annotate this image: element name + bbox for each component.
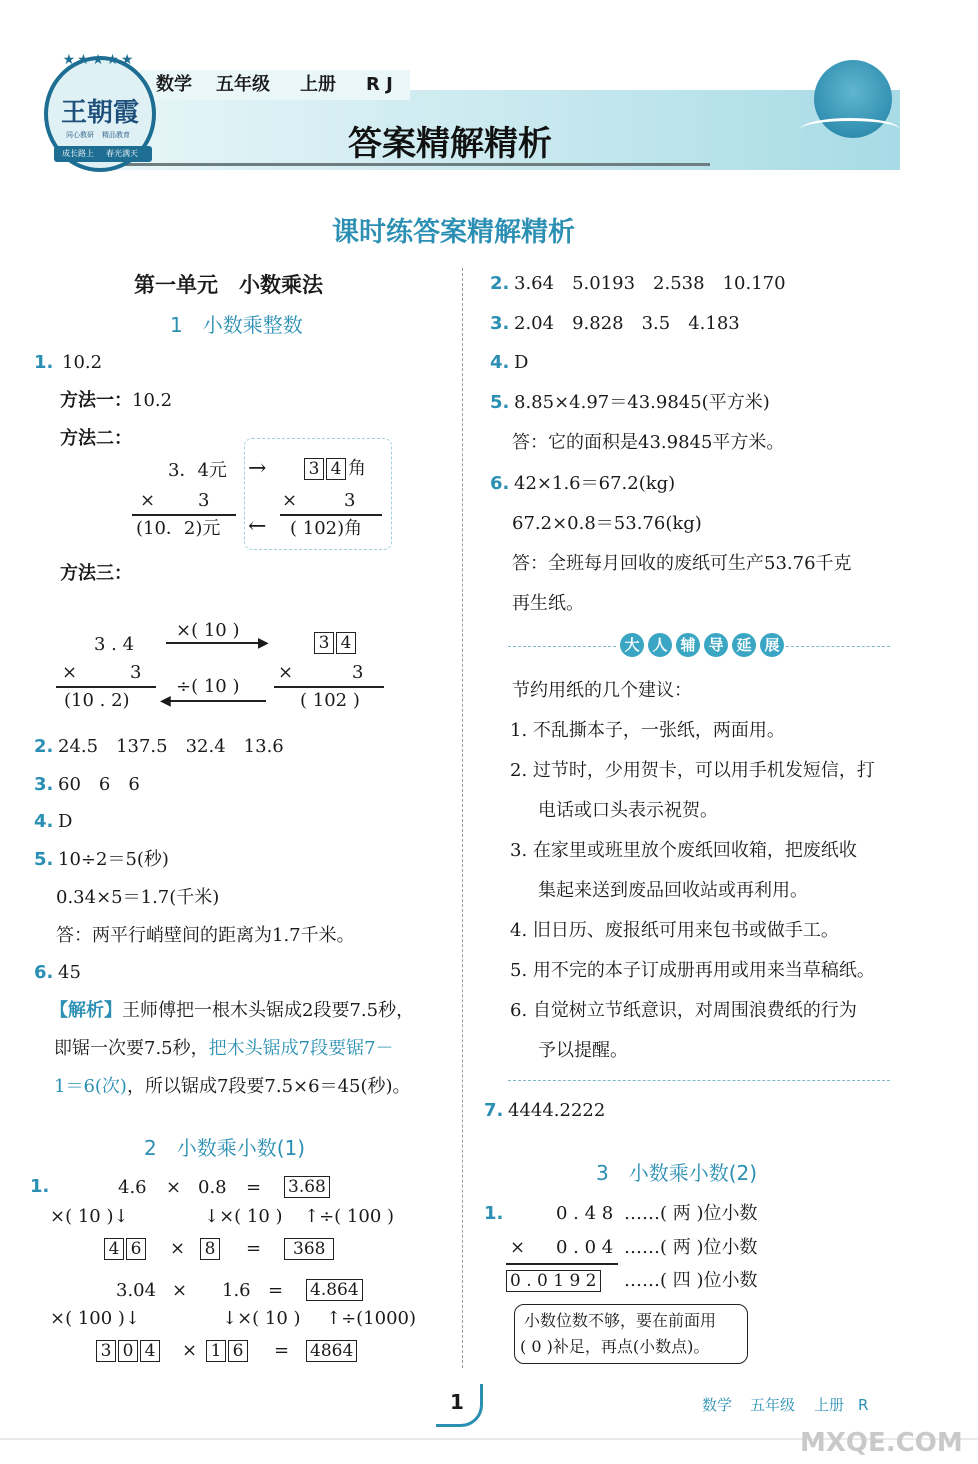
ext-char-badge: 延 xyxy=(732,633,756,657)
q1-number: 1. xyxy=(34,352,54,373)
l2-r4-b: 1.6 xyxy=(222,1280,251,1301)
l2-r6-eq: = xyxy=(274,1340,290,1361)
header-waves xyxy=(800,118,900,141)
m3-result-right: ( 102 ) xyxy=(300,690,360,711)
l3-note-line1: 小数位数不够，要在前面用 xyxy=(524,1311,717,1330)
r-q7-answer: 4444.2222 xyxy=(508,1100,606,1121)
l2-digit-box: 4 xyxy=(104,1238,124,1260)
l2-r3-c xyxy=(284,1238,334,1260)
watermark: MXQE.COM xyxy=(800,1428,963,1458)
m3-line-right xyxy=(274,686,384,688)
logo-ribbon-2: 春光满天 xyxy=(106,149,138,158)
r-q4-answer: D xyxy=(514,352,529,373)
l3-r2: 0 . 0 4 xyxy=(556,1237,614,1258)
logo xyxy=(44,52,156,172)
l2-r4-c-box: 4.864 xyxy=(306,1279,363,1301)
analysis-text2b: 把木头锯成7段要锯7－ xyxy=(208,1038,394,1059)
q2-answer: 24.5 137.5 32.4 13.6 xyxy=(58,736,284,757)
l2-r6-b xyxy=(206,1340,250,1362)
logo-stars-icon: ★★★★★ xyxy=(62,52,136,68)
m2-line-left xyxy=(132,514,236,516)
m2-value-a: 3．4元 xyxy=(168,460,227,481)
ext-char-badge: 辅 xyxy=(676,633,700,657)
m2-digit-box: 4 xyxy=(326,458,346,480)
q3-number: 3. xyxy=(34,774,54,795)
l2-r3-c-box: 368 xyxy=(284,1238,334,1260)
analysis-text2a: 即锯一次要7.5秒， xyxy=(54,1038,209,1059)
m3-line-left xyxy=(56,686,156,688)
m3-multiply-10: ×( 10 ) xyxy=(176,620,240,641)
ext-item: 5. 用不完的本子订成册再用或用来当草稿纸。 xyxy=(510,960,875,981)
column-divider xyxy=(462,268,463,1368)
m2-three-left: 3 xyxy=(198,490,210,511)
method2-label: 方法二： xyxy=(60,428,132,449)
m3-arrow-left-head: ◀ xyxy=(160,693,171,709)
header-edition: R J xyxy=(366,74,393,95)
m2-arrow-left-icon: ← xyxy=(248,514,267,539)
l2-r2-c: ↑÷( 100 ) xyxy=(304,1206,395,1227)
page-number: 1 xyxy=(450,1390,464,1414)
q1-answer: 10.2 xyxy=(62,352,103,373)
l3-q1-number: 1. xyxy=(484,1203,504,1224)
q6-number: 6. xyxy=(34,962,54,983)
r-q3-number: 3. xyxy=(490,313,510,334)
l2-r5-b: ↓×( 10 ) xyxy=(222,1308,301,1329)
r-q5-line2: 答：它的面积是43.9845平方米。 xyxy=(512,432,785,453)
r-q6-line3: 答：全班每月回收的废纸可生产53.76千克 xyxy=(512,553,852,574)
ext-item: 6. 自觉树立节纸意识，对周围浪费纸的行为 xyxy=(510,1000,857,1021)
m2-digits xyxy=(304,458,366,480)
l2-r3-b xyxy=(200,1238,222,1260)
l2-r4-eq: = xyxy=(268,1280,284,1301)
m2-three-right: 3 xyxy=(344,490,356,511)
page-title: 答案精解精析 xyxy=(348,124,552,164)
l3-r1-desc: ……( 两 )位小数 xyxy=(624,1203,758,1224)
m3-digit-box: 4 xyxy=(336,632,356,654)
r-q5-line1: 8.85×4.97＝43.9845(平方米) xyxy=(514,392,770,413)
m3-times-left: × xyxy=(62,662,78,683)
logo-small-2: 精品教育 xyxy=(102,131,130,139)
m3-digit-box: 3 xyxy=(314,632,334,654)
footer-edition: R xyxy=(858,1396,869,1414)
footer-grade: 五年级 xyxy=(750,1396,796,1414)
section-title: 课时练答案精解精析 xyxy=(332,217,575,248)
l2-r5-c: ↑÷(1000) xyxy=(326,1308,417,1329)
header-volume: 上册 xyxy=(300,74,336,95)
m3-arrow-right-icon xyxy=(166,642,266,644)
r-q4-number: 4. xyxy=(490,352,510,373)
l2-r1-times: × xyxy=(166,1177,182,1198)
analysis-text1: 王师傅把一根木头锯成2段要7.5秒， xyxy=(122,1000,415,1021)
header-subject: 数学 xyxy=(156,74,192,95)
ext-item: 1. 不乱撕本子，一张纸，两面用。 xyxy=(510,720,785,741)
l2-digit-box: 6 xyxy=(228,1340,248,1362)
q3-answer: 60 6 6 xyxy=(58,774,140,795)
l2-r4-a: 3.04 xyxy=(116,1280,157,1301)
l2-r6-times: × xyxy=(182,1340,198,1361)
r-q7-number: 7. xyxy=(484,1100,504,1121)
m3-three-right: 3 xyxy=(352,662,364,683)
q4-number: 4. xyxy=(34,811,54,832)
analysis-text3b: ，所以锯成7段要7.5×6＝45(秒)。 xyxy=(126,1076,411,1097)
m2-digit-box: 3 xyxy=(304,458,324,480)
logo-text: 王朝霞 xyxy=(60,98,139,128)
l3-r2-times: × xyxy=(510,1237,526,1258)
l2-r2-b: ↓×( 10 ) xyxy=(204,1206,283,1227)
m2-arrow-right-icon: → xyxy=(248,456,267,481)
q5-line1: 10÷2＝5(秒) xyxy=(58,849,169,870)
method3-label: 方法三： xyxy=(60,563,132,584)
method1-label: 方法一： xyxy=(60,390,132,411)
q2-number: 2. xyxy=(34,736,54,757)
q5-number: 5. xyxy=(34,849,54,870)
l2-digit-box: 6 xyxy=(126,1238,146,1260)
r-q6-line4: 再生纸。 xyxy=(512,593,584,614)
m2-times-left: × xyxy=(140,490,156,511)
l2-r6-a xyxy=(96,1340,162,1362)
l3-line xyxy=(506,1263,618,1265)
analysis-text3a: 1＝6(次) xyxy=(54,1076,127,1097)
m3-times-right: × xyxy=(278,662,294,683)
m3-three-left: 3 xyxy=(130,662,142,683)
m3-arrow-right-head: ▶ xyxy=(258,635,269,651)
l2-r1-eq: = xyxy=(246,1177,262,1198)
q4-answer: D xyxy=(58,811,73,832)
l2-r1-b: 0.8 xyxy=(198,1177,227,1198)
logo-ribbon-1: 成长路上 xyxy=(62,149,94,158)
m2-times-right: × xyxy=(282,490,298,511)
ext-item: 3. 在家里或班里放个废纸回收箱，把废纸收 xyxy=(510,840,857,861)
unit-title: 第一单元 小数乘法 xyxy=(134,273,323,297)
lesson1-title: 1 小数乘整数 xyxy=(170,313,303,337)
l2-digit-box: 8 xyxy=(200,1238,220,1260)
ext-divider-bottom xyxy=(508,1080,890,1081)
q5-line2: 0.34×5＝1.7(千米) xyxy=(56,887,220,908)
m3-result-left: (10 . 2) xyxy=(64,690,130,711)
l2-r3-times: × xyxy=(170,1238,186,1259)
m2-result-right: ( 102)角 xyxy=(290,518,363,539)
m2-result-left: (10．2)元 xyxy=(136,518,221,539)
l2-r1-c-box: 3.68 xyxy=(284,1176,330,1198)
ext-item: 4. 旧日历、废报纸可用来包书或做手工。 xyxy=(510,920,839,941)
ext-item: 集起来送到废品回收站或再利用。 xyxy=(538,880,808,901)
ext-char-badge: 大 xyxy=(620,633,644,657)
header-grade: 五年级 xyxy=(216,74,270,95)
l3-r2-desc: ……( 两 )位小数 xyxy=(624,1237,758,1258)
ext-divider-right xyxy=(786,646,890,647)
m3-value-a: 3 . 4 xyxy=(94,634,135,655)
l2-digit-box: 0 xyxy=(118,1340,138,1362)
l2-r6-c xyxy=(306,1340,357,1362)
l2-digit-box: 3 xyxy=(96,1340,116,1362)
m3-digits xyxy=(314,632,358,654)
l2-r6-c-box: 4864 xyxy=(306,1340,357,1362)
m3-divide-10: ÷( 10 ) xyxy=(176,676,240,697)
l2-r1-c xyxy=(284,1176,330,1198)
l2-digit-box: 4 xyxy=(140,1340,160,1362)
analysis-line3 xyxy=(54,1076,411,1098)
l2-r3-eq: = xyxy=(246,1238,262,1259)
r-q2-number: 2. xyxy=(490,273,510,294)
m2-line-right xyxy=(280,514,382,516)
analysis-tag: 【解析】 xyxy=(50,1000,122,1021)
logo-small-1: 同心教研 xyxy=(66,131,94,139)
lesson2-title: 2 小数乘小数(1) xyxy=(144,1136,306,1160)
l3-note-line2: ( 0 )补足，再点(小数点)。 xyxy=(520,1337,710,1356)
r-q6-line2: 67.2×0.8＝53.76(kg) xyxy=(512,513,702,534)
l2-r4-times: × xyxy=(172,1280,188,1301)
l2-r4-c xyxy=(306,1279,363,1301)
footer-subject: 数学 xyxy=(702,1396,733,1414)
method1-value: 10.2 xyxy=(132,390,173,411)
footer-volume: 上册 xyxy=(814,1396,845,1414)
ext-divider-left xyxy=(508,646,616,647)
analysis-line2 xyxy=(54,1038,394,1060)
ext-item: 电话或口头表示祝贺。 xyxy=(538,800,718,821)
l2-r1-a: 4.6 xyxy=(118,1177,147,1198)
q6-answer: 45 xyxy=(58,962,81,983)
ext-char-badge: 导 xyxy=(704,633,728,657)
l2-r2-a: ×( 10 )↓ xyxy=(50,1206,129,1227)
l2-q1-number: 1. xyxy=(30,1176,50,1197)
l3-r1: 0 . 4 8 xyxy=(556,1203,614,1224)
l3-r3 xyxy=(506,1270,601,1292)
lesson3-title: 3 小数乘小数(2) xyxy=(596,1161,758,1185)
q5-line3: 答：两平行峭壁间的距离为1.7千米。 xyxy=(56,925,355,946)
r-q6-line1: 42×1.6＝67.2(kg) xyxy=(514,473,676,494)
ext-char-badge: 人 xyxy=(648,633,672,657)
r-q2-answer: 3.64 5.0193 2.538 10.170 xyxy=(514,273,786,294)
m3-arrow-left-icon xyxy=(166,700,266,702)
ext-item: 予以提醒。 xyxy=(538,1040,628,1061)
l2-digit-box: 1 xyxy=(206,1340,226,1362)
r-q3-answer: 2.04 9.828 3.5 4.183 xyxy=(514,313,740,334)
ext-item: 2. 过节时，少用贺卡，可以用手机发短信，打 xyxy=(510,760,875,781)
l3-r3-desc: ……( 四 )位小数 xyxy=(624,1270,758,1291)
r-q6-number: 6. xyxy=(490,473,510,494)
l3-r3-box: 0 . 0 1 9 2 xyxy=(506,1270,601,1292)
m2-jiao: 角 xyxy=(348,458,366,479)
l2-r3-a xyxy=(104,1238,148,1260)
analysis-line1 xyxy=(50,1000,414,1022)
l2-r5-a: ×( 100 )↓ xyxy=(50,1308,141,1329)
ext-intro: 节约用纸的几个建议： xyxy=(512,680,692,701)
ext-banner xyxy=(620,633,786,659)
r-q5-number: 5. xyxy=(490,392,510,413)
ext-char-badge: 展 xyxy=(760,633,784,657)
